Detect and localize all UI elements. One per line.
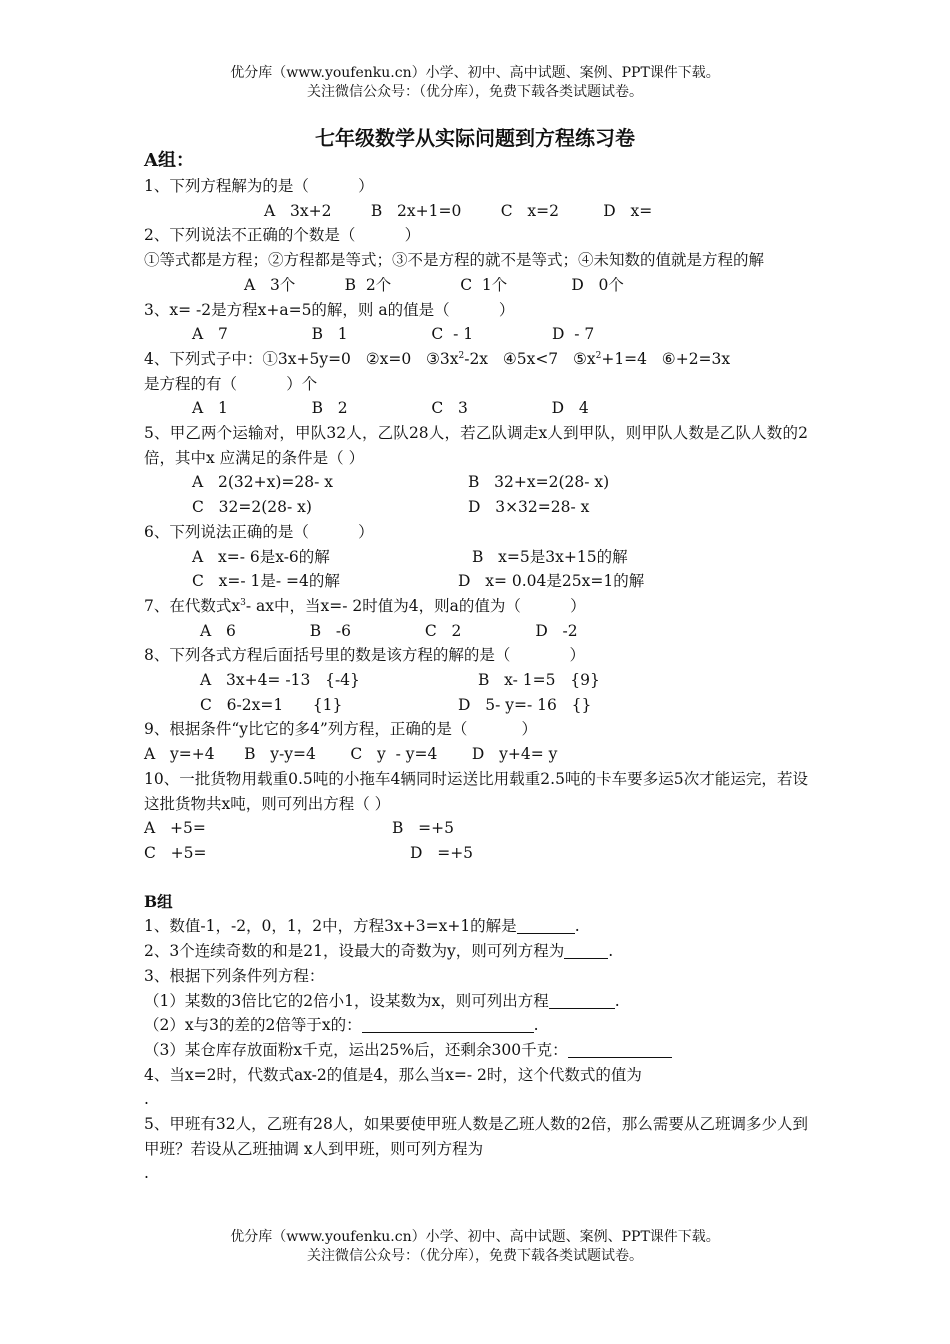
b-q3: 3、根据下列条件列方程： (144, 966, 325, 985)
a-q7-stem: 7、在代数式$x^3-$ ax中，当x=- 2时值为4，则a的值为（ ） (144, 596, 586, 615)
a-q8-option-a: A 3x+4= -13 {-4} (200, 671, 360, 690)
a-q8-option-c: C 6-2x=1 {1} (200, 695, 343, 714)
a-q8-option-d: D 5- y=- 16 {} (458, 695, 592, 714)
b-q3-3: （3）某仓库存放面粉x千克，运出25%后，还剩余300千克： (144, 1038, 808, 1063)
a-q4-line2: 是方程的有（ ）个 (144, 374, 318, 393)
a-q5-option-c: C 32=2(28- x) (192, 498, 312, 517)
page-footer (0, 1228, 950, 1266)
page-title: 七年级数学从实际问题到方程练习卷 (315, 126, 635, 150)
footer-line-1: 优分库（www.youfenku.cn）小学、初中、高中试题、案例、PPT课件下载。 (230, 1229, 720, 1245)
b-q3-1: （1）某数的3倍比它的2倍小1，设某数为x，则可列出方程 . (144, 991, 620, 1010)
footer-line-2: 关注微信公众号：（优分库），免费下载各类试题试卷。 (307, 1248, 643, 1264)
a-q6-options-row1 (144, 545, 808, 570)
a-q6-option-d: D x= 0.04是25x=1的解 (458, 572, 645, 591)
a-q10-options-row2 (144, 841, 808, 866)
a-q10-option-b: B =+5 (392, 819, 455, 838)
a-q1-stem: 1、下列方程解为的是（ ） (144, 177, 374, 195)
a-q10-option-d: D =+5 (410, 843, 474, 862)
a-q5-options-row2 (144, 495, 808, 520)
a-q10-option-c: C +5= (144, 843, 207, 862)
b-q5: 5、甲班有32人，乙班有28人，如果要使甲班人数是乙班人数的2倍，那么需要从乙班调多少人到甲班？若设从乙班抽调 x人到甲班，则可列方程为 . (144, 1115, 808, 1183)
b-q2: 2、3个连续奇数的和是21，设最大的奇数为y，则可列方程为 . (144, 942, 614, 961)
answer-blank[interactable] (517, 917, 575, 934)
a-q2-text: ①等式都是方程；②方程都是等式；③不是方程的就不是等式；④未知数的值就是方程的解 (144, 251, 765, 270)
a-q8-options-row2 (144, 693, 808, 718)
header-line-1: 优分库（www.youfenku.cn）小学、初中、高中试题、案例、PPT课件下载。 (230, 65, 720, 81)
a-q3-options: A 7 B 1 C - 1 D - 7 (192, 325, 595, 344)
a-q5-text: 5、甲乙两个运输对，甲队32人，乙队28人，若乙队调走x人到甲队，则甲队人数是乙队人数的2倍，其中x 应满足的条件是（ ） (144, 424, 808, 467)
a-q5-option-a: A 2(32+x)=28- x (192, 473, 333, 492)
group-b-heading: B组 (144, 891, 173, 911)
a-q4-stem: 4、下列式子中：①3x+5y=0 ②x=0 $③3x^2-2x$ ④5x<7 $⑤x^2+1=4$ ⑥+2=3x (144, 349, 731, 368)
a-q8-stem: 8、下列各式方程后面括号里的数是该方程的解的是（ ） (144, 646, 585, 665)
a-q7-options: A 6 B -6 C 2 D -2 (200, 621, 578, 640)
b-q4: 4、当x=2时，代数式ax-2的值是4，那么当x=- 2时，这个代数式的值为 . (144, 1065, 642, 1109)
a-q8-option-b: B x- 1=5 {9} (478, 671, 600, 690)
a-q2-stem: 2、下列说法不正确的个数是（ ） (144, 226, 421, 245)
page-header (0, 64, 950, 102)
a-q6-option-b: B x=5是3x+15的解 (472, 547, 628, 566)
a-q2-options: A 3个 B 2个 C 1个 D 0个 (244, 275, 624, 294)
worksheet-body (144, 148, 808, 1186)
answer-blank[interactable] (362, 1016, 534, 1033)
a-q9-stem: 9、根据条件“y比它的多4”列方程，正确的是（ ） (144, 720, 538, 739)
a-q5-option-d: D 3×32=28- x (468, 498, 590, 517)
answer-blank[interactable] (568, 1041, 672, 1058)
section-gap (144, 866, 808, 890)
a-q6-option-c: C x=- 1是- =4的解 (192, 572, 340, 591)
a-q6-option-a: A x=- 6是x-6的解 (192, 547, 330, 566)
a-q3-stem: 3、x= -2是方程x+a=5的解，则 a的值是（ ） (144, 300, 515, 319)
a-q6-stem: 6、下列说法正确的是（ ） (144, 522, 374, 541)
a-q10-options-row1 (144, 816, 808, 841)
a-q5-option-b: B 32+x=2(28- x) (468, 473, 610, 492)
a-q9-options: A y=+4 B y-y=4 C y - y=4 D y+4= y (144, 745, 558, 764)
a-q8-options-row1 (144, 668, 808, 693)
a-q1-options: A 3x+2 B 2x+1=0 C x=2 D x= (264, 201, 653, 220)
answer-blank[interactable] (564, 942, 608, 959)
a-q10-option-a: A +5= (144, 819, 206, 838)
a-q10-text: 10、一批货物用载重0.5吨的小拖车4辆同时运送比用载重2.5吨的卡车要多运5次才能运完，若设这批货物共x吨，则可列出方程（ ） (144, 769, 808, 813)
a-q5-options-row1 (144, 470, 808, 495)
a-q6-options-row2 (144, 569, 808, 594)
b-q1: 1、数值-1，-2，0，1，2中，方程3x+3=x+1的解是 . (144, 917, 580, 936)
group-a-heading: A组： (144, 150, 194, 171)
header-line-2: 关注微信公众号：（优分库），免费下载各类试题试卷。 (307, 84, 643, 100)
a-q4-options: A 1 B 2 C 3 D 4 (192, 399, 589, 418)
answer-blank[interactable] (549, 992, 615, 1009)
b-q3-2: （2）x与3的差的2倍等于x的： . (144, 1016, 539, 1035)
